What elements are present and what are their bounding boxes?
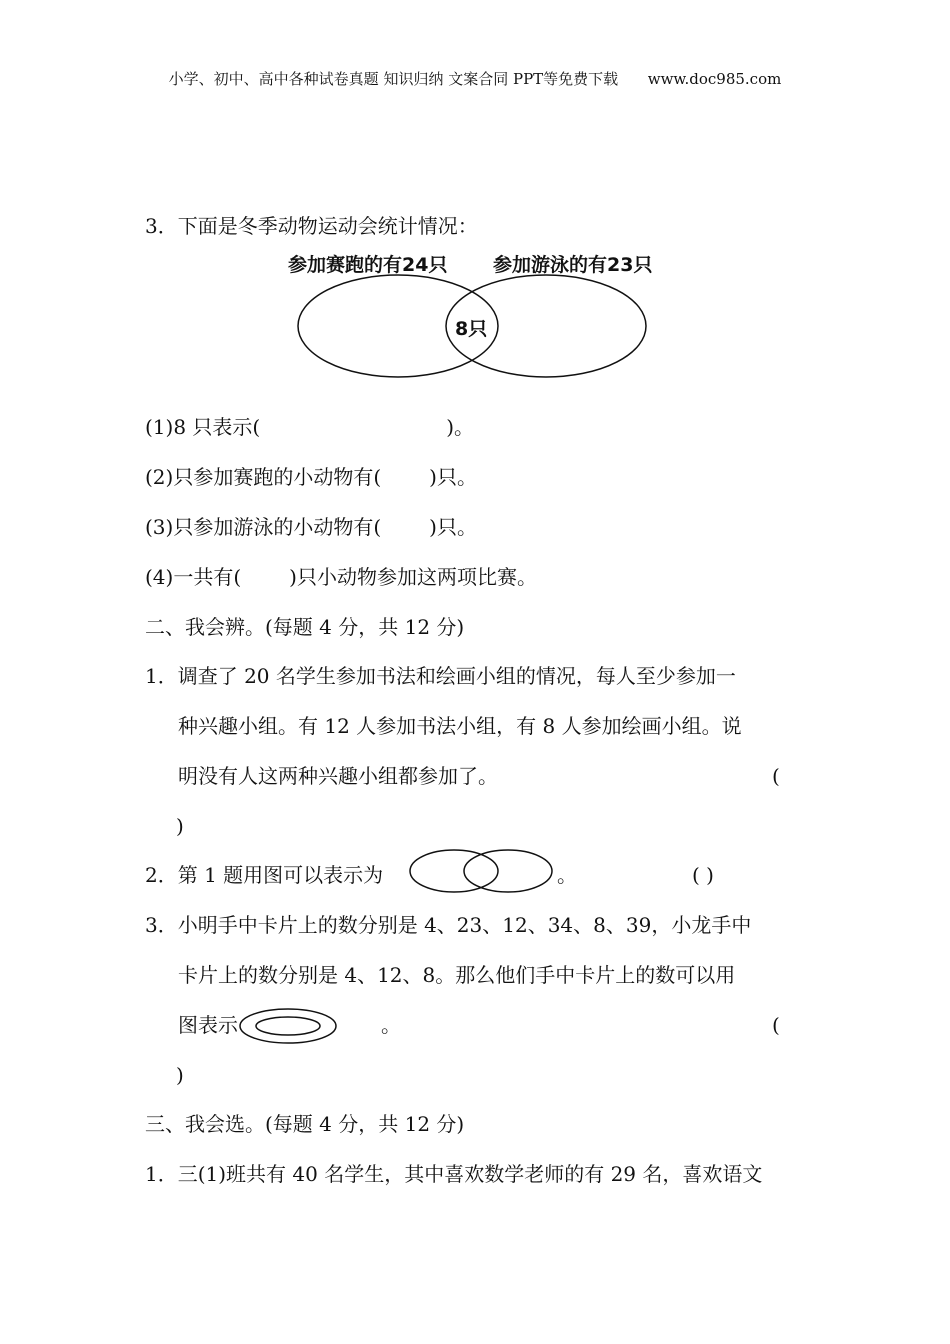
header-url: www.doc985.com [647, 70, 782, 88]
s2-q3-line1: 3．小明手中卡片上的数分别是 4、23、12、34、8、39，小龙手中 [145, 913, 752, 937]
s2-q3-paren-open: ( [772, 1013, 780, 1037]
s2-q1-line1: 1．调查了 20 名学生参加书法和绘画小组的情况，每人至少参加一 [145, 664, 736, 688]
s2-q1-line2: 种兴趣小组。有 12 人参加书法小组，有 8 人参加绘画小组。说 [178, 714, 742, 738]
s2-q2-text: 2．第 1 题用图可以表示为 [145, 863, 384, 887]
q3-part1: (1)8 只表示( )。 [145, 415, 475, 439]
page-header [0, 68, 950, 89]
section3-title: 三、我会选。(每题 4 分，共 12 分) [145, 1112, 465, 1136]
s2-q2-venn [408, 848, 558, 894]
q3-title: 3．下面是冬季动物运动会统计情况： [145, 214, 478, 238]
s3-q1-line1: 1．三(1)班共有 40 名学生，其中喜欢数学老师的有 29 名，喜欢语文 [145, 1162, 763, 1186]
q3-part4: (4)一共有( )只小动物参加这两项比赛。 [145, 565, 537, 589]
s2-q3-line3b: 。 [381, 1013, 401, 1037]
header-text: 小学、初中、高中各种试卷真题 知识归纳 文案合同 PPT等免费下载 [168, 70, 619, 88]
section2-title: 二、我会辨。(每题 4 分，共 12 分) [145, 615, 465, 639]
venn-overlap-label: 8只 [455, 318, 488, 340]
q3-part2: (2)只参加赛跑的小动物有( )只。 [145, 465, 477, 489]
s2-q2-end: 。 [557, 863, 577, 887]
s2-q3-line2: 卡片上的数分别是 4、12、8。那么他们手中卡片上的数可以用 [178, 963, 736, 987]
venn-left-label: 参加赛跑的有24只 [288, 254, 448, 276]
s2-q1-line3: 明没有人这两种兴趣小组都参加了。 [178, 764, 498, 788]
s2-q3-nested-venn [238, 1006, 338, 1046]
venn-right-label: 参加游泳的有23只 [493, 254, 653, 276]
s2-q3-line3a: 图表示 [178, 1013, 238, 1037]
s2-q2-paren: ( ) [692, 863, 714, 887]
s2-q1-paren-close: ) [176, 814, 184, 838]
s2-q3-paren-close: ) [176, 1063, 184, 1087]
s2-q1-paren-open: ( [772, 764, 780, 788]
q3-part3: (3)只参加游泳的小动物有( )只。 [145, 515, 477, 539]
